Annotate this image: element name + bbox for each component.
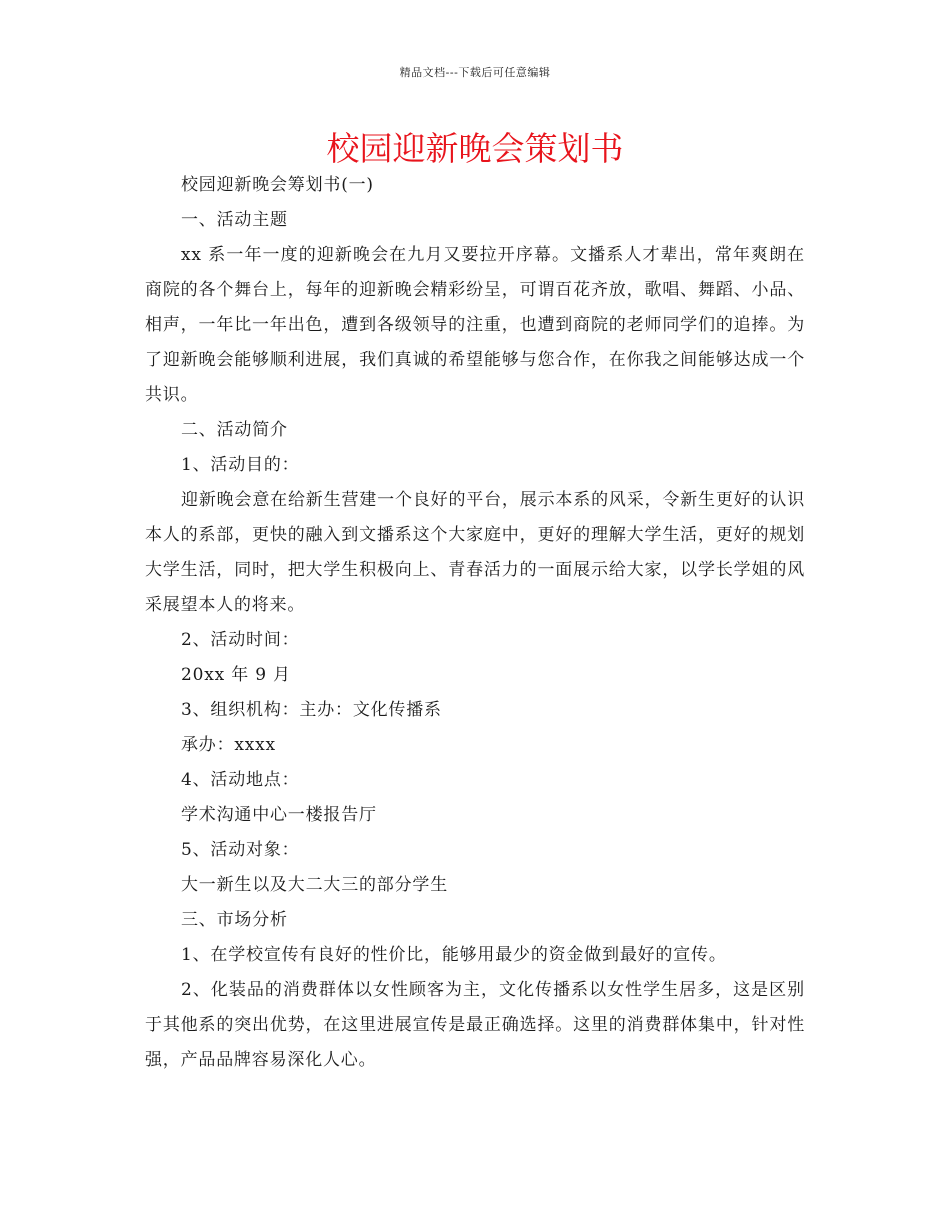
document-body	[145, 168, 805, 1078]
subtitle: 校园迎新晚会筹划书(一)	[181, 175, 374, 195]
paragraph-purpose: 迎新晚会意在给新生营建一个良好的平台，展示本系的风采，令新生更好的认识本人的系部，更快的融入到文播系这个大家庭中，更好的理解大学生活，更好的规划大学生活，同时，把大学生积极向上、青春活力的一面展示给大家，以学长学姐的风采展望本人的将来。	[145, 490, 805, 615]
section-heading-theme: 一、活动主题	[181, 210, 288, 230]
item-audience-label: 5、活动对象：	[181, 840, 300, 860]
item-co-organizer: 承办：xxxx	[181, 735, 276, 755]
item-location-label: 4、活动地点：	[181, 770, 300, 790]
item-time-label: 2、活动时间：	[181, 630, 300, 650]
item-purpose-label: 1、活动目的：	[181, 455, 300, 475]
paragraph-market-1: 1、在学校宣传有良好的性价比，能够用最少的资金做到最好的宣传。	[181, 945, 727, 965]
document-title: 校园迎新晚会策划书	[326, 129, 624, 168]
header-note: 精品文档---下载后可任意编辑	[399, 66, 551, 79]
item-audience-value: 大一新生以及大二大三的部分学生	[181, 875, 448, 895]
section-heading-market: 三、市场分析	[181, 910, 288, 930]
paragraph-market-2: 2、化装品的消费群体以女性顾客为主，文化传播系以女性学生居多，这是区别于其他系的突出优势，在这里进展宣传是最正确选择。这里的消费群体集中，针对性强，产品品牌容易深化人心。	[145, 980, 805, 1070]
item-organizer: 3、组织机构：主办：文化传播系	[181, 700, 442, 720]
section-heading-intro: 二、活动简介	[181, 420, 288, 440]
item-time-value: 20xx 年 9 月	[181, 665, 291, 685]
item-location-value: 学术沟通中心一楼报告厅	[181, 805, 377, 825]
paragraph-theme: xx 系一年一度的迎新晚会在九月又要拉开序幕。文播系人才辈出，常年爽朗在商院的各个舞台上，每年的迎新晚会精彩纷呈，可谓百花齐放，歌唱、舞蹈、小品、相声，一年比一年出色，遭到各级领导的注重，也遭到商院的老师同学们的追捧。为了迎新晚会能够顺利进展，我们真诚的希望能够与您合作，在你我之间能够达成一个共识。	[145, 245, 805, 405]
